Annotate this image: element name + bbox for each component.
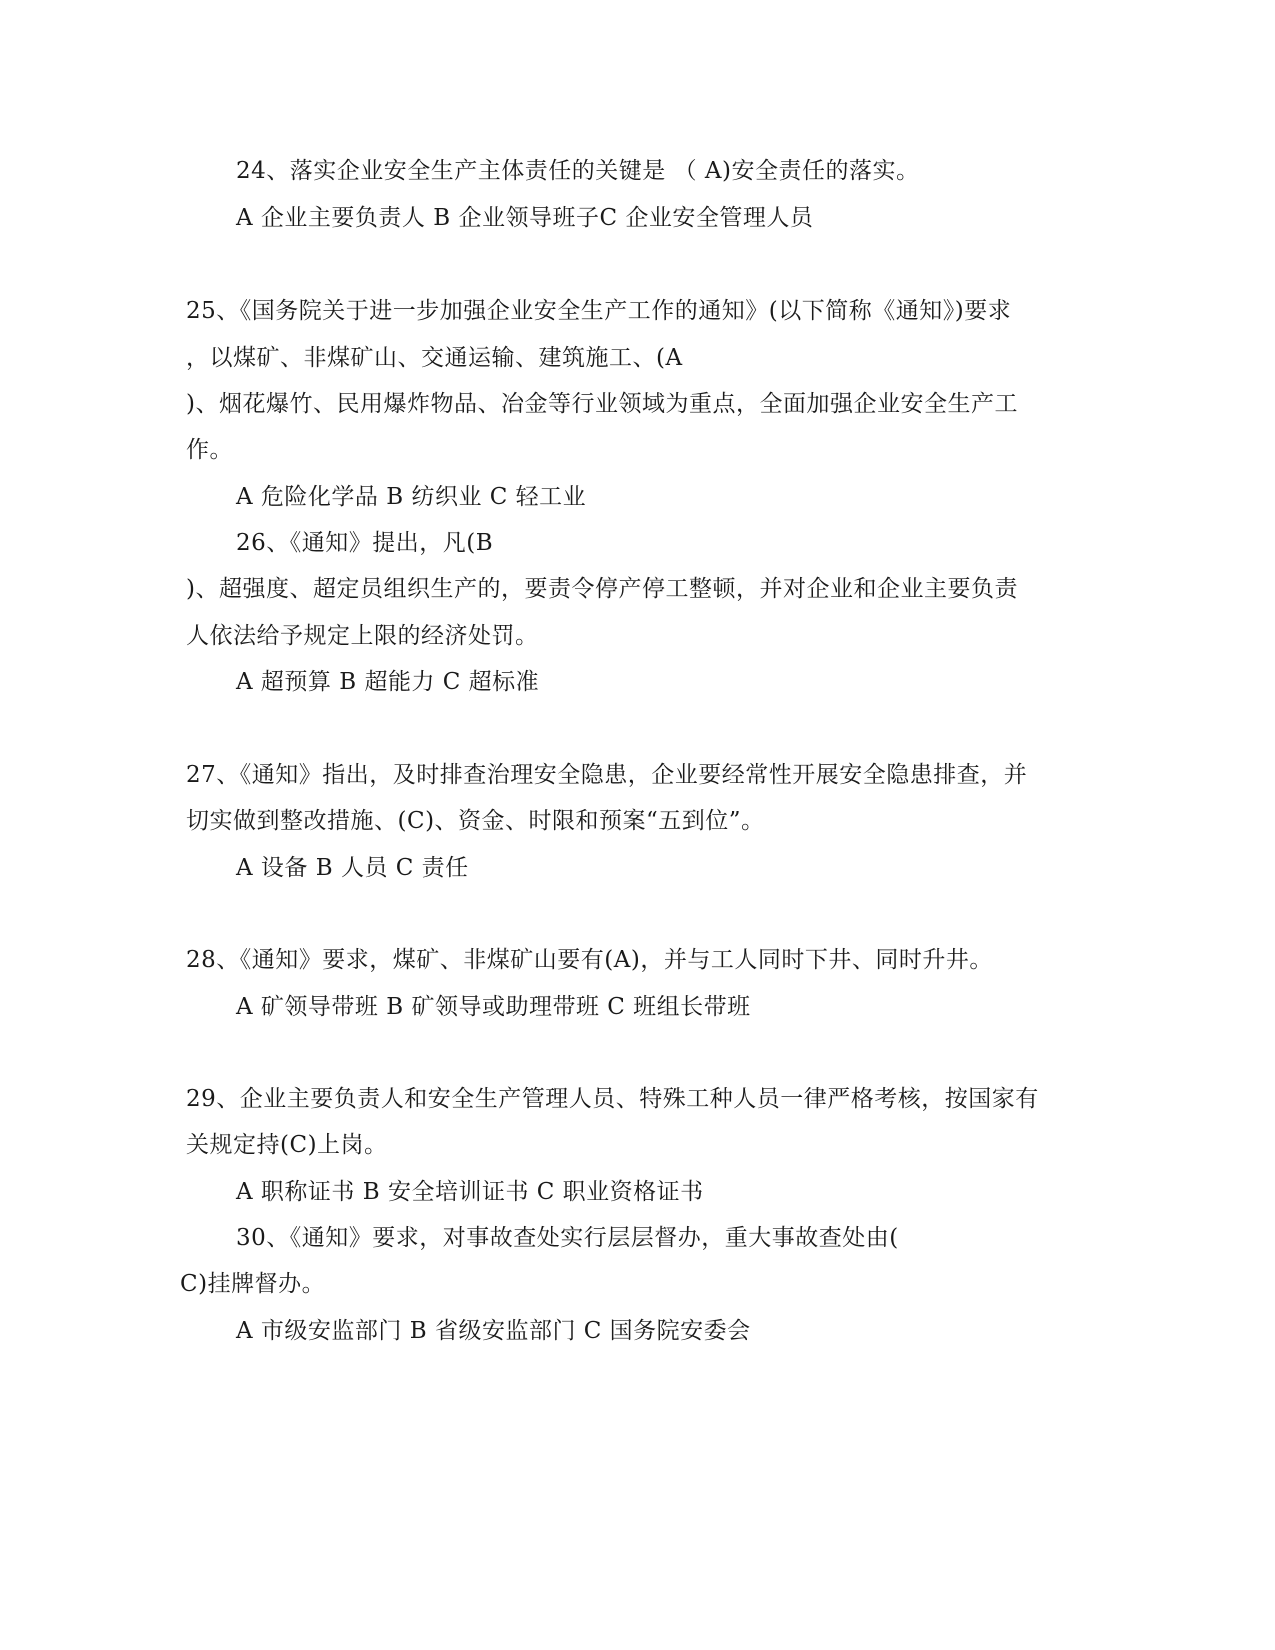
question-29-options: A 职称证书 B 安全培训证书 C 职业资格证书 [236, 1179, 704, 1205]
question-25-text-line-1: 25、《国务院关于进一步加强企业安全生产工作的通知》(以下简称《通知》)要求 [186, 298, 1012, 324]
question-27-options: A 设备 B 人员 C 责任 [236, 855, 469, 881]
question-27-text-line-1: 27、《通知》指出，及时排查治理安全隐患，企业要经常性开展安全隐患排查，并 [186, 762, 1028, 788]
question-24-text: 24、落实企业安全生产主体责任的关键是 （ A)安全责任的落实。 [236, 158, 920, 184]
question-28-options: A 矿领导带班 B 矿领导或助理带班 C 班组长带班 [236, 994, 751, 1020]
question-26-text-line-1: 26、《通知》提出，凡(B [236, 530, 494, 556]
question-25-text-line-4: 作。 [186, 437, 233, 463]
question-25-text-line-2: ，以煤矿、非煤矿山、交通运输、建筑施工、(A [186, 345, 683, 371]
question-30-text-line-1: 30、《通知》要求，对事故查处实行层层督办，重大事故查处由( [236, 1225, 899, 1251]
question-25-text-line-3: )、烟花爆竹、民用爆炸物品、冶金等行业领域为重点，全面加强企业安全生产工 [186, 391, 1018, 417]
question-27-text-line-2: 切实做到整改措施、(C)、资金、时限和预案“五到位”。 [186, 808, 765, 834]
question-26-text-line-3: 人依法给予规定上限的经济处罚。 [186, 623, 539, 649]
question-29-text-line-1: 29、企业主要负责人和安全生产管理人员、特殊工种人员一律严格考核，按国家有 [186, 1086, 1039, 1112]
question-29-text-line-2: 关规定持(C)上岗。 [186, 1132, 388, 1158]
question-25-options: A 危险化学品 B 纺织业 C 轻工业 [236, 484, 587, 510]
question-24-options: A 企业主要负责人 B 企业领导班子C 企业安全管理人员 [236, 205, 814, 231]
question-26-options: A 超预算 B 超能力 C 超标准 [236, 669, 540, 695]
question-30-text-line-2: C)挂牌督办。 [180, 1271, 326, 1297]
question-28-text: 28、《通知》要求，煤矿、非煤矿山要有(A)，并与工人同时下井、同时升井。 [186, 947, 993, 973]
question-26-text-line-2: )、超强度、超定员组织生产的，要责令停产停工整顿，并对企业和企业主要负责 [186, 576, 1018, 602]
question-30-options: A 市级安监部门 B 省级安监部门 C 国务院安委会 [236, 1318, 751, 1344]
